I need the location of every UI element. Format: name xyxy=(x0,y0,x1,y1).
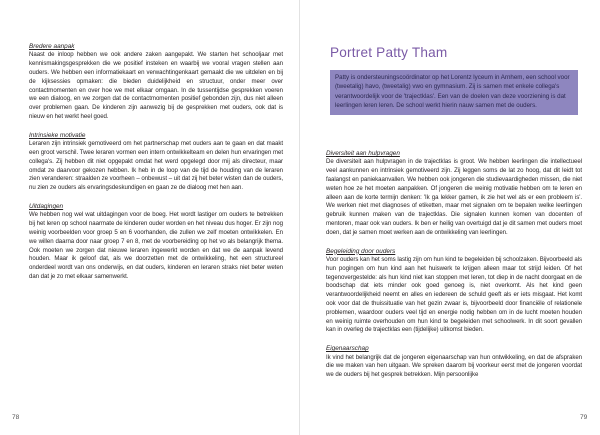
section-heading-begeleiding: Begeleiding door ouders xyxy=(326,247,396,255)
page-number-right: 79 xyxy=(580,414,588,421)
section-heading-bredere-aanpak: Bredere aanpak xyxy=(29,43,75,50)
section-heading-diversiteit: Diversiteit aan hulpvragen xyxy=(326,150,400,157)
section-text-bredere-aanpak: Naast de inloop hebben we ook andere zaken aangepakt. We starten het schooljaar met kennismakingsgesprekken die we positief insteken en waarbij we vooral vragen stellen aan ouders. We hebben een informatiekaart en verwachtingenkaart gemaakt die we uitdelen en bij de kijksessies opmaken: die bieden duidelijkheid en structuur, onder meer over contactmomenten en over hoe we met elkaar omgaan. In de tussentijdse gesprekken voeren we een dialoog, en we zorgen dat de contactmomenten positief gebonden zijn, dus niet alleen over problemen gaan. De kinderen zijn aanwezig bij de gesprekken met ouders, ook dat is nieuw en het werkt heel goed. xyxy=(29,51,283,120)
section-heading-eigenaarschap: Eigenaarschap xyxy=(326,345,369,353)
page-number-left: 78 xyxy=(12,414,20,421)
section-text-eigenaarschap: Ik vind het belangrijk dat de jongeren eigenaarschap van hun ontwikkeling, en dat de afspraken die we maken van hen uitgaan. We spreken daarom bij voorkeur eerst met de jongeren voordat we de ouders bij het gesprek betrekken. Mijn persoonlijke xyxy=(326,353,582,379)
portrait-title: Portret Patty Tham xyxy=(330,45,448,60)
section-text-diversiteit: De diversiteit aan hulpvragen in de trajectklas is groot. We hebben leerlingen die intellectueel veel aankunnen en intrinsiek gemotiveerd zijn. Zij leggen soms de lat zo hoog, dat dit leidt tot faalangst en paniekaanvallen. We hebben ook jongeren die studievaardigheden missen, die niet weten hoe ze het moeten aanpakken. Of jongeren die weinig motivatie hebben om te leren en alleen aan de korte termijn denken: 'Ik ga lekker gamen, ik zie het wel als er een probleem is'. We werken niet met diagnoses of etiketten, maar met signalen om te bepalen welke leerlingen gebruik kunnen maken van de trajectklas. Die signalen kunnen komen van docenten of mentoren, maar ook van ouders. Ik ben er heilig van overtuigd dat je dit samen met ouders moet doen, dat je samen moet werken aan de ontwikkeling van leerlingen. xyxy=(326,158,582,236)
section-text-intrinsieke-motivatie: Leraren zijn intrinsiek gemotiveerd om het partnerschap met ouders aan te gaan en dat maakt een groot verschil. Twee leraren vormen een intern ontwikkelteam en delen hun ervaringen met collega's. Zij hebben dit niet opgepakt omdat het werd opgelegd door mij als directeur, maar omdat ze daarvoor gekozen hebben. Ik heb in de loop van de tijd de houding van de leraren zien veranderen: straalden ze voorheen – onbewust – uit dat zij het beter wisten dan de ouders, nu zien ze ouders als ervaringsdeskundigen en gaan ze de dialoog met hen aan. xyxy=(29,140,283,192)
section-text-begeleiding: Voor ouders kan het soms lastig zijn om hun kind te begeleiden bij schoolzaken. Bijvoorbeeld als hun pogingen om hun kind aan het huiswerk te krijgen alleen maar tot strijd leiden. Of het tegenovergestelde: als hun kind niet kan stoppen met leren, tot diep in de nacht doorgaat en de boodschap dat iets minder ook goed genoeg is, niet overkomt. Als het kind geen verantwoordelijkheid neemt en alles en iedereen de schuld geeft als er iets misgaat. Het komt ook voor dat de thuissituatie van het gezin zwaar is, bijvoorbeeld door financiële of relationele problemen, waardoor ouders veel tijd en energie nodig hebben om in de lucht moeten houden en weinig ruimte overhouden om hun kind te begeleiden met schoolwerk. In dit soort gevallen kan in overleg de trajectklas een (tijdelijke) uitkomst bieden. xyxy=(326,255,582,334)
section-heading-uitdagingen: Uitdagingen xyxy=(29,202,64,210)
intro-text: Patty is ondersteuningscoördinator op het Lorentz lyceum in Arnhem, een school voor (tweetalig) havo, (tweetalig) vwo en gymnasium. Zij is samen met enkele collega's verantwoordelijk voor de 'trajectklas'. Een van de doelen van deze voorziening is dat leerlingen leren leren. De school werkt hierin nauw samen met de ouders. xyxy=(335,74,570,110)
section-heading-intrinsieke-motivatie: Intrinsieke motivatie xyxy=(29,131,86,139)
right-page xyxy=(300,0,600,435)
section-text-uitdagingen: We hebben nog wel wat uitdagingen voor de boeg. Het wordt lastiger om ouders te betrekken bij het leren op school naarmate de kinderen ouder worden en het niveau dus hoger. Er zijn nog weinig voorbeelden voor groep 5 en 6 voorhanden, die zullen we zelf moeten ontwikkelen. En we willen daarna door naar groep 7 en 8, met de voorbereiding op het vo als belangrijk thema. Ook moeten we zorgen dat nieuwe leraren ingewerkt worden en dat we de aanpak levend houden. Maar ik geloof dat, als we doorzetten met de ontwikkeling, het een structureel onderdeel wordt van ons onderwijs, en dat ouders, kinderen en leraren straks niet beter weten dan dat je zo met elkaar samenwerkt. xyxy=(29,211,283,280)
left-column xyxy=(29,43,283,292)
right-column xyxy=(326,150,582,390)
intro-box xyxy=(330,70,578,115)
